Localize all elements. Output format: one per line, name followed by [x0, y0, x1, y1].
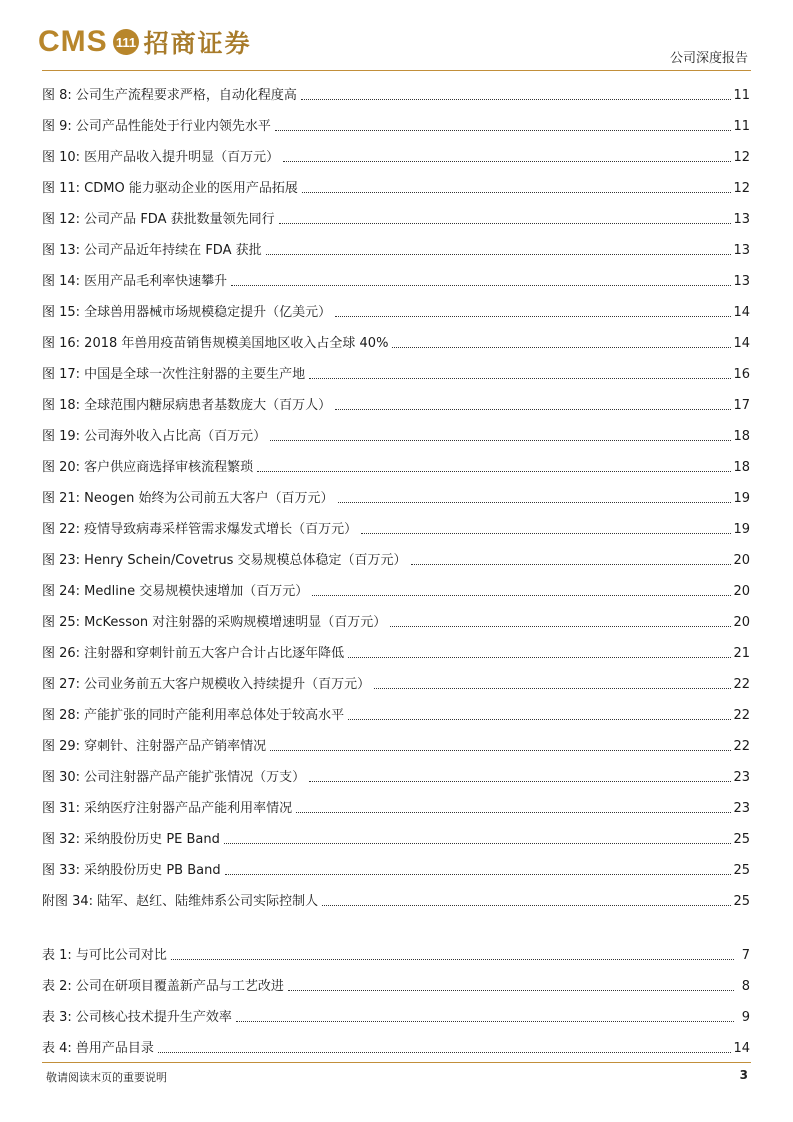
toc-dot-leader: [225, 873, 732, 875]
toc-entry-page: 16: [733, 367, 750, 382]
toc-entry-page: 11: [733, 119, 750, 134]
toc-entry-page: 25: [733, 863, 750, 878]
toc-dot-leader: [392, 346, 731, 348]
toc-entry-label: 表 3: 公司核心技术提升生产效率: [42, 1010, 232, 1025]
toc-dot-leader: [236, 1020, 734, 1022]
toc-figure-entry[interactable]: [42, 425, 750, 445]
report-type: 公司深度报告: [669, 51, 748, 66]
toc-table-entry[interactable]: [42, 975, 750, 995]
toc-dot-leader: [257, 470, 731, 472]
toc-entry-label: 图 13: 公司产品近年持续在 FDA 获批: [42, 243, 262, 258]
toc-entry-page: 7: [741, 948, 750, 963]
toc-entry-label: 图 15: 全球兽用器械市场规模稳定提升（亿美元）: [42, 305, 332, 320]
toc-entry-label: 表 4: 兽用产品目录: [42, 1041, 154, 1056]
toc-dot-leader: [302, 191, 732, 193]
toc-entry-label: 图 33: 采纳股份历史 PB Band: [42, 863, 221, 878]
toc-figure-entry[interactable]: [42, 518, 750, 538]
toc-entry-page: 14: [733, 336, 750, 351]
toc-entry-page: 23: [733, 801, 750, 816]
toc-entry-page: 19: [733, 522, 750, 537]
toc-entry-page: 13: [733, 212, 750, 227]
company-logo: [38, 24, 252, 60]
toc-entry-label: 图 32: 采纳股份历史 PE Band: [42, 832, 220, 847]
toc-entry-page: 22: [733, 739, 750, 754]
footer-divider: [42, 1062, 751, 1063]
toc-entry-page: 25: [733, 832, 750, 847]
toc-figure-entry[interactable]: [42, 890, 750, 910]
toc-entry-label: 图 27: 公司业务前五大客户规模收入持续提升（百万元）: [42, 677, 371, 692]
toc-dot-leader: [296, 811, 731, 813]
toc-dot-leader: [335, 315, 731, 317]
toc-entry-label: 图 20: 客户供应商选择审核流程繁琐: [42, 460, 254, 475]
toc-figure-entry[interactable]: [42, 859, 750, 879]
toc-figure-entry[interactable]: [42, 611, 750, 631]
toc-dot-leader: [335, 408, 731, 410]
toc-table-entry[interactable]: [42, 944, 750, 964]
toc-figure-entry[interactable]: [42, 766, 750, 786]
toc-dot-leader: [309, 780, 731, 782]
toc-dot-leader: [283, 160, 731, 162]
toc-figure-entry[interactable]: [42, 797, 750, 817]
toc-entry-label: 图 28: 产能扩张的同时产能利用率总体处于较高水平: [42, 708, 345, 723]
toc-figure-entry[interactable]: [42, 456, 750, 476]
toc-entry-page: 23: [733, 770, 750, 785]
toc-entry-page: 9: [741, 1010, 750, 1025]
toc-figure-entry[interactable]: [42, 394, 750, 414]
toc-figure-entry[interactable]: [42, 735, 750, 755]
toc-figure-entry[interactable]: [42, 549, 750, 569]
toc-entry-label: 图 25: McKesson 对注射器的采购规模增速明显（百万元）: [42, 615, 387, 630]
toc-figure-entry[interactable]: [42, 115, 750, 135]
toc-dot-leader: [374, 687, 731, 689]
toc-entry-label: 图 29: 穿刺针、注射器产品产销率情况: [42, 739, 267, 754]
toc-dot-leader: [270, 749, 731, 751]
toc-entry-page: 13: [733, 274, 750, 289]
toc-entry-page: 22: [733, 677, 750, 692]
toc-entry-label: 图 24: Medline 交易规模快速增加（百万元）: [42, 584, 309, 599]
toc-dot-leader: [224, 842, 732, 844]
toc-entry-label: 附图 34: 陆军、赵红、陆维炜系公司实际控制人: [42, 894, 319, 909]
header-divider: [42, 70, 751, 71]
toc-dot-leader: [231, 284, 731, 286]
logo-badge-text: 111: [115, 35, 136, 50]
toc-entry-page: 19: [733, 491, 750, 506]
toc-entry-label: 图 9: 公司产品性能处于行业内领先水平: [42, 119, 271, 134]
toc-entry-label: 图 11: CDMO 能力驱动企业的医用产品拓展: [42, 181, 298, 196]
toc-dot-leader: [158, 1051, 732, 1053]
toc-figure-entry[interactable]: [42, 146, 750, 166]
toc-dot-leader: [322, 904, 731, 906]
toc-entry-page: 18: [733, 460, 750, 475]
toc-figure-entry[interactable]: [42, 828, 750, 848]
toc-entry-page: 8: [741, 979, 750, 994]
toc-figure-entry[interactable]: [42, 673, 750, 693]
toc-entry-label: 图 10: 医用产品收入提升明显（百万元）: [42, 150, 280, 165]
toc-figure-entry[interactable]: [42, 704, 750, 724]
toc-entry-page: 12: [733, 150, 750, 165]
toc-figure-entry[interactable]: [42, 642, 750, 662]
toc-table-entry[interactable]: [42, 1006, 750, 1026]
toc-entry-label: 图 16: 2018 年兽用疫苗销售规模美国地区收入占全球 40%: [42, 336, 389, 351]
toc-entry-page: 11: [733, 88, 750, 103]
page-header: [0, 0, 793, 72]
toc-entry-label: 图 8: 公司生产流程要求严格，自动化程度高: [42, 88, 297, 103]
toc-dot-leader: [361, 532, 731, 534]
toc-entry-label: 图 12: 公司产品 FDA 获批数量领先同行: [42, 212, 275, 227]
toc-entry-label: 图 17: 中国是全球一次性注射器的主要生产地: [42, 367, 306, 382]
toc-figure-entry[interactable]: [42, 580, 750, 600]
page-number: 3: [739, 1068, 748, 1082]
toc-dot-leader: [411, 563, 732, 565]
toc-dot-leader: [312, 594, 731, 596]
toc-entry-label: 图 21: Neogen 始终为公司前五大客户（百万元）: [42, 491, 334, 506]
toc-entry-page: 21: [733, 646, 750, 661]
toc-dot-leader: [301, 98, 732, 100]
toc-dot-leader: [348, 718, 731, 720]
toc-entry-label: 表 1: 与可比公司对比: [42, 948, 167, 963]
toc-figure-entry[interactable]: [42, 363, 750, 383]
logo-badge-icon: [112, 28, 140, 56]
toc-entry-label: 图 18: 全球范围内糖尿病患者基数庞大（百万人）: [42, 398, 332, 413]
toc-entry-page: 13: [733, 243, 750, 258]
toc-entry-page: 14: [733, 1041, 750, 1056]
toc-dot-leader: [171, 958, 734, 960]
toc-table-entry[interactable]: [42, 1037, 750, 1057]
toc-entry-page: 12: [733, 181, 750, 196]
logo-chinese-text: 招商证券: [143, 29, 252, 58]
toc-figure-entry[interactable]: [42, 301, 750, 321]
toc-dot-leader: [348, 656, 731, 658]
toc-entry-page: 14: [733, 305, 750, 320]
toc-figure-entry[interactable]: [42, 239, 750, 259]
toc-entry-label: 图 19: 公司海外收入占比高（百万元）: [42, 429, 267, 444]
toc-dot-leader: [309, 377, 731, 379]
toc-entry-label: 图 31: 采纳医疗注射器产品产能利用率情况: [42, 801, 293, 816]
toc-dot-leader: [266, 253, 732, 255]
toc-entry-label: 表 2: 公司在研项目覆盖新产品与工艺改进: [42, 979, 284, 994]
toc-dot-leader: [279, 222, 732, 224]
toc-entry-page: 20: [733, 553, 750, 568]
toc-figure-entry[interactable]: [42, 84, 750, 104]
toc-dot-leader: [390, 625, 731, 627]
toc-entry-label: 图 26: 注射器和穿刺针前五大客户合计占比逐年降低: [42, 646, 345, 661]
toc-entry-label: 图 23: Henry Schein/Covetrus 交易规模总体稳定（百万元）: [42, 553, 407, 568]
toc-entry-label: 图 30: 公司注射器产品产能扩张情况（万支）: [42, 770, 306, 785]
logo-cms-text: CMS: [38, 25, 108, 58]
toc-figure-entry[interactable]: [42, 270, 750, 290]
toc-entry-label: 图 22: 疫情导致病毒采样管需求爆发式增长（百万元）: [42, 522, 358, 537]
toc-dot-leader: [275, 129, 732, 131]
toc-entry-label: 图 14: 医用产品毛利率快速攀升: [42, 274, 228, 289]
toc-entry-page: 25: [733, 894, 750, 909]
toc-figure-entry[interactable]: [42, 208, 750, 228]
toc-figure-entry[interactable]: [42, 177, 750, 197]
toc-entry-page: 18: [733, 429, 750, 444]
toc-figure-entry[interactable]: [42, 487, 750, 507]
toc-dot-leader: [338, 501, 732, 503]
footer-disclaimer-note: 敬请阅读末页的重要说明: [46, 1071, 167, 1084]
toc-entry-page: 20: [733, 584, 750, 599]
toc-entry-page: 17: [733, 398, 750, 413]
toc-figure-entry[interactable]: [42, 332, 750, 352]
toc-entry-page: 20: [733, 615, 750, 630]
toc-entry-page: 22: [733, 708, 750, 723]
toc-dot-leader: [270, 439, 731, 441]
toc-dot-leader: [288, 989, 734, 991]
